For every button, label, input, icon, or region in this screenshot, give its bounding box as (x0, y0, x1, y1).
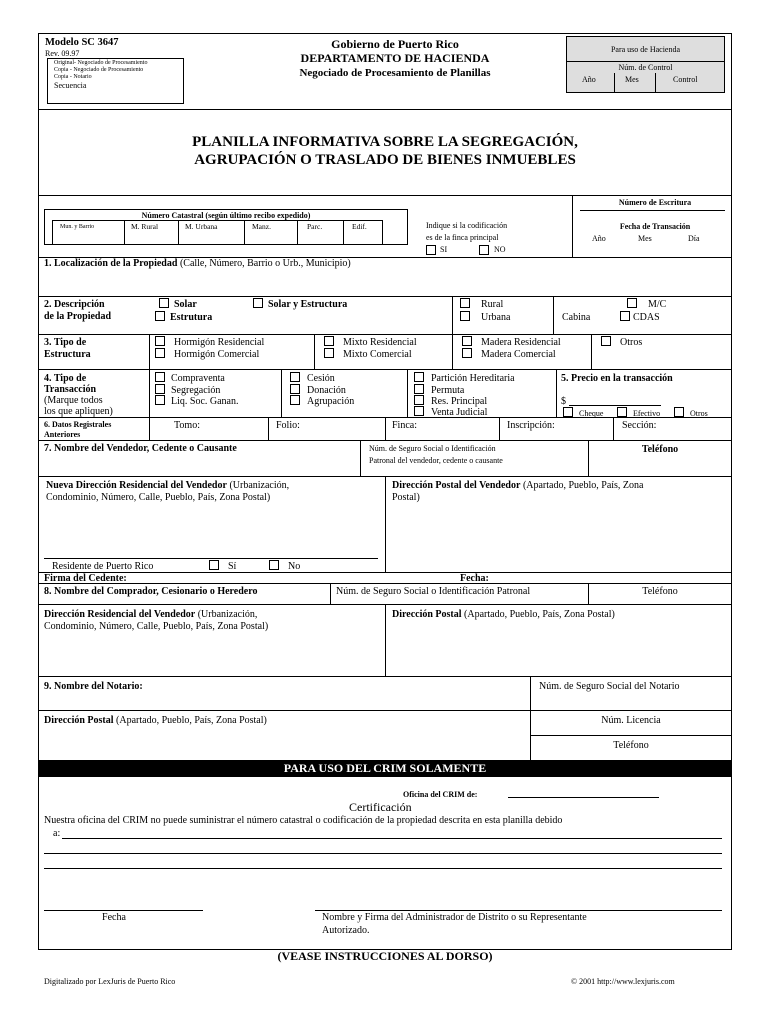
efectivo-checkbox[interactable] (617, 407, 627, 417)
crim-text: Nuestra oficina del CRIM no puede suministrar el número catastral o codificación de la propiedad descrita en esta planilla debido (44, 815, 563, 826)
sec8-ss: Núm. de Seguro Social o Identificación Patronal (336, 586, 531, 597)
inscripcion-label: Inscripción: (507, 420, 555, 431)
agrupacion-checkbox[interactable] (290, 395, 300, 405)
codificacion-no-checkbox[interactable] (479, 245, 489, 255)
crim-nombre-firma-1: Nombre y Firma del Administrador de Distrito o su Representante (322, 912, 587, 923)
codificacion-label-1: Indique si la codificación (426, 221, 508, 230)
hacienda-mes: Mes (625, 75, 639, 84)
sec7-ss-2: Patronal del vendedor, cedente o causante (369, 456, 503, 465)
sec4-label-3: (Marque todos (44, 395, 103, 406)
res-principal-label: Res. Principal (431, 396, 488, 407)
fecha-cedente-label: Fecha: (460, 573, 489, 584)
crim-a-label: a: (53, 828, 61, 839)
folio-label: Folio: (276, 420, 300, 431)
mixto-comercial-checkbox[interactable] (324, 348, 334, 358)
sec7-dir-postal-2: Postal) (392, 492, 420, 503)
sec7-nueva-dir-2: Condominio, Número, Calle, Pueblo, País, Zona Postal) (46, 492, 271, 503)
residente-no-label: No (288, 561, 301, 572)
hormigon-residencial-label: Hormigón Residencial (174, 337, 265, 348)
tomo-label: Tomo: (174, 420, 200, 431)
footer-left: Digitalizado por LexJuris de Puerto Rico (44, 977, 176, 986)
firma-cedente-label: Firma del Cedente: (44, 573, 127, 584)
permuta-label: Permuta (431, 385, 465, 396)
finca-label: Finca: (392, 420, 417, 431)
footer-right: © 2001 http://www.lexjuris.com (571, 977, 675, 986)
sec4-label-2: Transacción (44, 384, 97, 395)
dept-title: DEPARTAMENTO DE HACIENDA (300, 51, 490, 65)
efectivo-label: Efectivo (633, 409, 661, 418)
residente-si-label: Sí (228, 561, 237, 572)
copy-line: Original- Negociado de Procesamiento (54, 60, 148, 66)
residente-label: Residente de Puerto Rico (52, 561, 154, 572)
compraventa-checkbox[interactable] (155, 372, 165, 382)
sec8-dir-res-2: Condominio, Número, Calle, Pueblo, País, Zona Postal) (44, 621, 269, 632)
solar-label: Solar (174, 299, 197, 310)
venta-judicial-checkbox[interactable] (414, 406, 424, 416)
madera-comercial-checkbox[interactable] (462, 348, 472, 358)
solar-estructura-checkbox[interactable] (253, 298, 263, 308)
rural-label: Rural (481, 299, 504, 310)
control-num-label: Núm. de Control (618, 63, 673, 72)
donacion-label: Donación (307, 385, 346, 396)
sec3-label-1: 3. Tipo de (44, 337, 87, 348)
sec9-dir: Dirección Postal (Apartado, Pueblo, País, Zona Postal) (44, 715, 267, 726)
urbana-label: Urbana (481, 312, 511, 323)
segregacion-checkbox[interactable] (155, 384, 165, 394)
sec2-label-1: 2. Descripción (44, 299, 105, 310)
solar-estructura-label: Solar y Estructura (268, 299, 348, 310)
form-title-line2: AGRUPACIÓN O TRASLADO DE BIENES INMUEBLES (194, 152, 576, 168)
codificacion-no-label: NO (494, 245, 506, 254)
sec7-dir-postal: Dirección Postal del Vendedor (Apartado, Pueblo, País, Zona (392, 480, 644, 491)
sec8-telefono: Teléfono (642, 586, 678, 597)
catastral-col: M. Rural (131, 222, 159, 231)
liq-soc-ganan-checkbox[interactable] (155, 395, 165, 405)
sec9-licencia: Núm. Licencia (601, 715, 661, 726)
sec7-ss-1: Núm. de Seguro Social o Identificación (369, 444, 496, 453)
precio-dollar: $ (561, 396, 566, 407)
catastral-col: Mun. y Barrio (60, 224, 95, 230)
catastral-col: Edif. (352, 222, 367, 231)
catastral-col: Manz. (252, 222, 271, 231)
office-title: Negociado de Procesamiento de Planillas (299, 67, 491, 79)
sec8-dir-res: Dirección Residencial del Vendedor (Urbanización, (44, 609, 258, 620)
otros-estructura-checkbox[interactable] (601, 336, 611, 346)
sec8-label: 8. Nombre del Comprador, Cesionario o Heredero (44, 586, 258, 597)
cabina-label: Cabina (562, 312, 591, 323)
cheque-checkbox[interactable] (563, 407, 573, 417)
liq-soc-ganan-label: Liq. Soc. Ganan. (171, 396, 239, 407)
estructura-checkbox[interactable] (155, 311, 165, 321)
seccion-label: Sección: (622, 420, 657, 431)
hacienda-use-label: Para uso de Hacienda (610, 45, 681, 54)
mixto-residencial-label: Mixto Residencial (343, 337, 417, 348)
cheque-label: Cheque (579, 409, 604, 418)
sec5-label: 5. Precio en la transacción (561, 373, 673, 384)
catastral-heading: Número Catastral (según último recibo expedido) (141, 211, 311, 220)
urbana-checkbox[interactable] (460, 311, 470, 321)
agrupacion-label: Agrupación (307, 396, 355, 407)
fecha-mes: Mes (638, 234, 652, 243)
codificacion-si-label: SI (440, 245, 448, 254)
donacion-checkbox[interactable] (290, 384, 300, 394)
sec8-dir-postal: Dirección Postal (Apartado, Pueblo, País, Zona Postal) (392, 609, 615, 620)
codificacion-si-checkbox[interactable] (426, 245, 436, 255)
cesion-label: Cesión (307, 373, 335, 384)
crim-certificacion: Certificación (349, 800, 412, 814)
mc-checkbox[interactable] (627, 298, 637, 308)
catastral-col: M. Urbana (185, 222, 218, 231)
venta-judicial-label: Venta Judicial (431, 407, 488, 418)
rural-checkbox[interactable] (460, 298, 470, 308)
otros-pago-checkbox[interactable] (674, 407, 684, 417)
fecha-transaccion-label: Fecha de Transación (619, 222, 691, 231)
particion-hereditaria-checkbox[interactable] (414, 372, 424, 382)
madera-comercial-label: Madera Comercial (481, 349, 556, 360)
cesion-checkbox[interactable] (290, 372, 300, 382)
form-title-line1: PLANILLA INFORMATIVA SOBRE LA SEGREGACIÓN, (192, 134, 578, 150)
hormigon-residencial-checkbox[interactable] (155, 336, 165, 346)
crim-oficina-label: Oficina del CRIM de: (403, 790, 478, 799)
segregacion-label: Segregación (171, 385, 221, 396)
sec4-label-4: los que apliquen) (44, 406, 113, 417)
madera-residencial-label: Madera Residencial (481, 337, 561, 348)
form-model: Modelo SC 3647 (45, 37, 119, 48)
mixto-residencial-checkbox[interactable] (324, 336, 334, 346)
sec7-label: 7. Nombre del Vendedor, Cedente o Causante (44, 443, 237, 454)
sec2-label-2: de la Propiedad (44, 311, 112, 322)
cdas-label: CDAS (633, 312, 660, 323)
hacienda-anio: Año (582, 75, 596, 84)
hormigon-comercial-checkbox[interactable] (155, 348, 165, 358)
sec9-telefono: Teléfono (613, 740, 649, 751)
sec3-label-2: Estructura (44, 349, 91, 360)
catastral-col: Parc. (307, 222, 323, 231)
codificacion-label-2: es de la finca principal (426, 233, 499, 242)
crim-nombre-firma-2: Autorizado. (322, 925, 370, 936)
residente-no-checkbox[interactable] (269, 560, 279, 570)
secuencia-label: Secuencia (54, 81, 87, 90)
copy-line: Copia - Negociado de Procesamiento (54, 67, 144, 73)
sec9-label: 9. Nombre del Notario: (44, 681, 143, 692)
otros-estructura-label: Otros (620, 337, 643, 348)
hacienda-control: Control (673, 75, 698, 84)
compraventa-label: Compraventa (171, 373, 225, 384)
sec7-telefono: Teléfono (641, 444, 679, 455)
otros-pago-label: Otros (690, 409, 708, 418)
permuta-checkbox[interactable] (414, 384, 424, 394)
fecha-anio: Año (592, 234, 606, 243)
copy-line: Copia - Notario (54, 74, 92, 80)
sec6-label-2: Anteriores (44, 430, 81, 439)
res-principal-checkbox[interactable] (414, 395, 424, 405)
sec7-nueva-dir: Nueva Dirección Residencial del Vendedor (Urbanización, (46, 480, 290, 491)
cdas-checkbox[interactable] (620, 311, 630, 321)
escritura-label: Número de Escritura (618, 198, 692, 207)
sec1-label: 1. Localización de la Propiedad (Calle, Número, Barrio o Urb., Municipio) (44, 258, 351, 269)
gov-title: Gobierno de Puerto Rico (331, 37, 459, 51)
crim-banner: PARA USO DEL CRIM SOLAMENTE (39, 760, 731, 777)
mixto-comercial-label: Mixto Comercial (343, 349, 412, 360)
sec6-label-1: 6. Datos Registrales (44, 420, 112, 429)
instrucciones-label: (VEASE INSTRUCCIONES AL DORSO) (277, 949, 493, 963)
hormigon-comercial-label: Hormigón Comercial (174, 349, 260, 360)
particion-hereditaria-label: Partición Hereditaria (431, 373, 515, 384)
residente-si-checkbox[interactable] (209, 560, 219, 570)
estructura-label: Estrutura (170, 312, 213, 323)
crim-fecha: Fecha (102, 912, 126, 923)
sec4-label-1: 4. Tipo de (44, 373, 87, 384)
madera-residencial-checkbox[interactable] (462, 336, 472, 346)
form-rev: Rev. 09.97 (45, 49, 80, 58)
solar-checkbox[interactable] (159, 298, 169, 308)
mc-label: M/C (648, 299, 667, 310)
fecha-dia: Día (688, 234, 700, 243)
sec9-ss: Núm. de Seguro Social del Notario (539, 681, 680, 692)
